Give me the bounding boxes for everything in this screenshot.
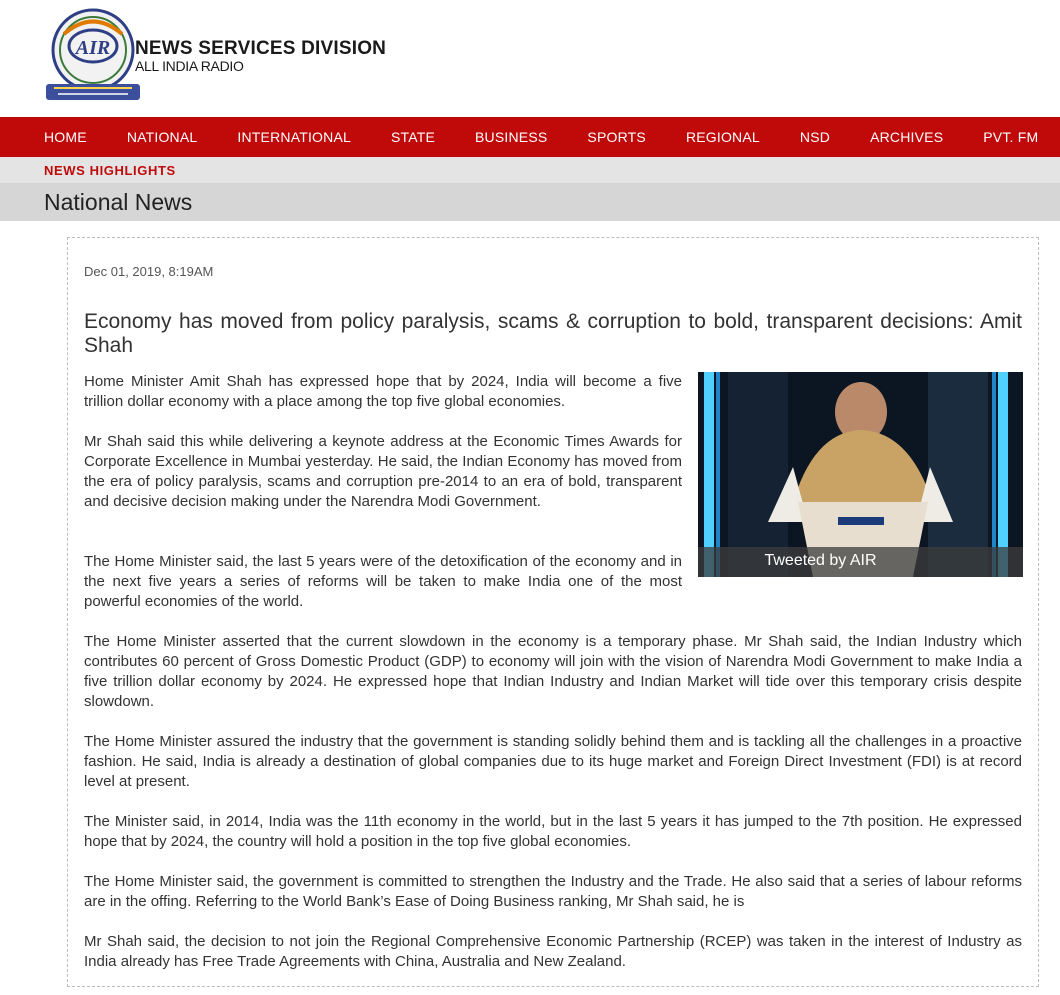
article-paragraph-8: Mr Shah said, the decision to not join the Regional Comprehensive Economic Partnership (RCEP) was taken in the interest of Industry as India already has Free Trade Agreements with China, Australia and New Zealand. [84, 933, 1022, 970]
nav-item-archives[interactable]: ARCHIVES [870, 129, 944, 145]
article-paragraph-2: Mr Shah said this while delivering a keynote address at the Economic Times Awards for Corporate Excellence in Mumbai yesterday. He said, the Indian Economy has moved from the era of policy paralysis, scams and corruption pre-2014 to an era of bold, transparent and decisive decision making under the Narendra Modi Government. [84, 433, 682, 510]
article-paragraph-5: The Home Minister assured the industry that the government is standing solidly behind them and is tackling all the challenges in a proactive fashion. He said, India is already a destination of global companies due to its huge market and Foreign Direct Investment (FDI) is at record level at present. [84, 733, 1022, 790]
article-paragraph-3: The Home Minister said, the last 5 years were of the detoxification of the economy and in the next five years a series of reforms will be taken to make India one of the most powerful economies of the world. [84, 553, 682, 610]
nav-item-sports[interactable]: SPORTS [587, 129, 646, 145]
page-title: National News [44, 189, 193, 215]
photo-caption-bar [698, 547, 1023, 577]
all-india-radio-logo[interactable] [44, 4, 142, 102]
article-paragraph-1: Home Minister Amit Shah has expressed hope that by 2024, India will become a five trillion dollar economy with a place among the top five global economies. [84, 373, 682, 410]
brand-subtitle: ALL INDIA RADIO [135, 58, 244, 74]
logo-text: AIR [75, 37, 111, 59]
nav-item-business[interactable]: BUSINESS [475, 129, 548, 145]
nav-item-international[interactable]: INTERNATIONAL [237, 129, 351, 145]
nav-item-pvt-fm[interactable]: PVT. FM [983, 129, 1039, 145]
article-paragraph-6: The Minister said, in 2014, India was the 11th economy in the world, but in the last 5 years it has jumped to the 7th position. He expressed hope that by 2024, the country will hold a position in the top five global economies. [84, 813, 1022, 850]
photo-caption: Tweeted by AIR [764, 552, 877, 569]
nav-item-regional[interactable]: REGIONAL [685, 129, 760, 145]
nav-item-nsd[interactable]: NSD [799, 129, 831, 145]
news-highlights-label[interactable]: NEWS HIGHLIGHTS [44, 163, 176, 178]
article-headline: Economy has moved from policy paralysis, scams & corruption to bold, transparent decisions: Amit Shah [84, 310, 1022, 357]
site-header [0, 0, 1060, 116]
article-paragraph-7: The Home Minister said, the government is committed to strengthen the Industry and the Trade. He also said that a series of labour reforms are in the offing. Referring to the World Bank’s Ease of Doing Business ranking, Mr Shah said, he is [84, 873, 1022, 910]
section-title-bar [0, 183, 1060, 221]
brand-title: NEWS SERVICES DIVISION [135, 38, 387, 59]
article-card [67, 237, 1039, 987]
article-date: Dec 01, 2019, 8:19AM [84, 264, 214, 279]
nav-item-national[interactable]: NATIONAL [126, 129, 198, 145]
article-photo[interactable] [698, 372, 1023, 577]
nav-item-home[interactable]: HOME [44, 129, 87, 145]
article-paragraph-4: The Home Minister asserted that the current slowdown in the economy is a temporary phase. Mr Shah said, the Indian Industry which contributes 60 percent of Gross Domestic Product (GDP) to economy will join with the vision of Narendra Modi Government to make India a five trillion dollar economy by 2024. He expressed hope that Indian Industry and Indian Market will tide over this temporary crisis despite slowdown. [84, 633, 1022, 710]
news-highlights-bar [0, 157, 1060, 183]
nav-item-state[interactable]: STATE [390, 129, 436, 145]
main-nav [0, 117, 1060, 158]
